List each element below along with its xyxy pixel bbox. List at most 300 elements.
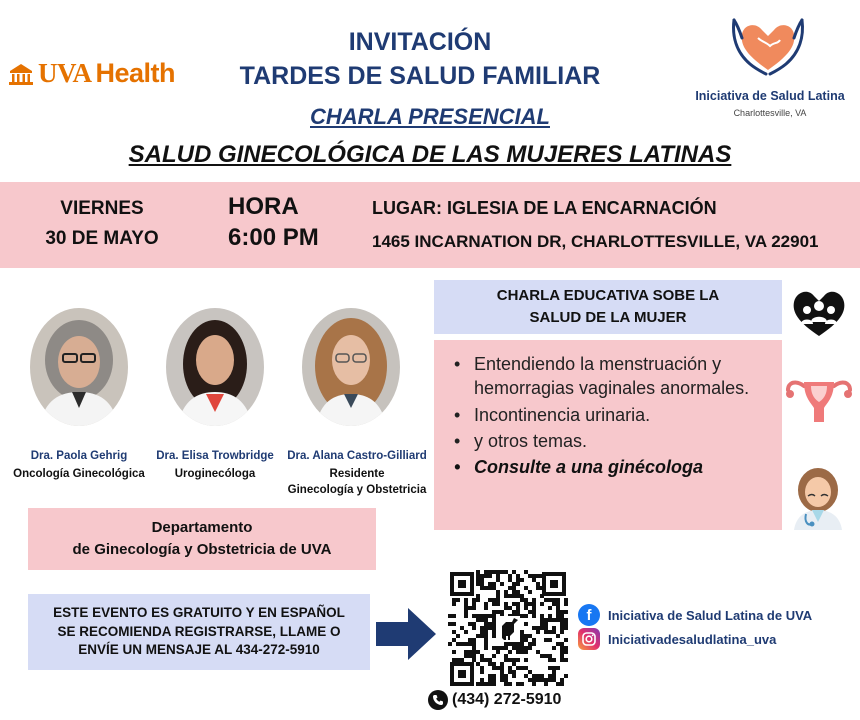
facebook-handle: Iniciativa de Salud Latina de UVA xyxy=(608,607,813,623)
qr-module xyxy=(448,622,452,626)
qr-module xyxy=(552,626,556,630)
qr-module xyxy=(560,614,564,618)
female-doctor-icon xyxy=(788,466,848,530)
qr-code[interactable] xyxy=(448,570,568,688)
qr-module xyxy=(452,598,456,602)
qr-module xyxy=(468,642,472,646)
qr-module xyxy=(512,646,516,650)
qr-module xyxy=(532,638,536,642)
qr-module xyxy=(476,618,480,622)
qr-module xyxy=(512,590,516,594)
qr-module xyxy=(540,654,544,658)
qr-module xyxy=(564,618,568,622)
qr-module xyxy=(488,682,492,686)
arrow-right-icon xyxy=(374,606,438,662)
speaker-photo-castro-gilliard xyxy=(302,308,400,426)
qr-module xyxy=(496,574,500,578)
qr-module xyxy=(448,642,452,646)
qr-module xyxy=(556,642,560,646)
qr-module xyxy=(504,646,508,650)
qr-module xyxy=(512,594,516,598)
qr-module xyxy=(544,598,548,602)
qr-module xyxy=(512,642,516,646)
qr-module xyxy=(564,650,568,654)
qr-module xyxy=(532,682,536,686)
uva-health-logo xyxy=(8,58,175,89)
qr-module xyxy=(488,622,492,626)
qr-module xyxy=(472,622,476,626)
qr-module xyxy=(544,622,548,626)
qr-module xyxy=(516,646,520,650)
registration-line3: ENVÍE UN MENSAJE AL 434-272-5910 xyxy=(78,642,320,658)
qr-module xyxy=(484,642,488,646)
qr-module xyxy=(552,618,556,622)
qr-module xyxy=(476,582,480,586)
qr-module xyxy=(464,642,468,646)
qr-module xyxy=(484,682,488,686)
uterus-icon xyxy=(784,372,854,424)
qr-module xyxy=(488,662,492,666)
qr-module xyxy=(544,618,548,622)
qr-module xyxy=(476,650,480,654)
qr-module xyxy=(480,666,484,670)
qr-module xyxy=(516,594,520,598)
qr-module xyxy=(452,638,456,642)
qr-module xyxy=(500,582,504,586)
qr-module xyxy=(476,594,480,598)
qr-module xyxy=(520,682,524,686)
phone-number: (434) 272-5910 xyxy=(452,691,562,708)
qr-module xyxy=(488,678,492,682)
qr-module xyxy=(476,682,480,686)
qr-module xyxy=(552,646,556,650)
qr-module xyxy=(472,650,476,654)
qr-module xyxy=(488,598,492,602)
qr-module xyxy=(516,582,520,586)
qr-module xyxy=(492,682,496,686)
qr-module xyxy=(452,630,456,634)
qr-module xyxy=(544,630,548,634)
instagram-handle: Iniciativadesaludlatina_uva xyxy=(608,631,777,647)
qr-module xyxy=(560,642,564,646)
time-label: HORA xyxy=(228,193,299,220)
qr-module xyxy=(520,666,524,670)
speaker-role-detail: Ginecología y Obstetricia xyxy=(287,484,427,496)
event-day: VIERNES xyxy=(60,198,144,219)
qr-module xyxy=(540,622,544,626)
qr-module xyxy=(528,646,532,650)
qr-module xyxy=(516,602,520,606)
qr-module xyxy=(544,682,548,686)
qr-module xyxy=(524,646,528,650)
qr-module xyxy=(548,678,552,682)
qr-module xyxy=(488,586,492,590)
qr-module xyxy=(532,678,536,682)
qr-module xyxy=(492,666,496,670)
qr-module xyxy=(468,638,472,642)
qr-module xyxy=(452,622,456,626)
qr-module xyxy=(512,610,516,614)
qr-module xyxy=(484,622,488,626)
qr-module xyxy=(492,622,496,626)
qr-module xyxy=(484,638,488,642)
qr-module xyxy=(532,674,536,678)
qr-module xyxy=(492,610,496,614)
qr-module xyxy=(552,658,556,662)
qr-module xyxy=(492,674,496,678)
qr-module xyxy=(500,666,504,670)
qr-module xyxy=(564,626,568,630)
qr-module xyxy=(480,630,484,634)
qr-module xyxy=(540,602,544,606)
qr-module xyxy=(476,574,480,578)
qr-module xyxy=(524,650,528,654)
qr-module xyxy=(504,654,508,658)
qr-module xyxy=(552,602,556,606)
qr-module xyxy=(556,602,560,606)
health-logo-text: Health xyxy=(95,58,176,88)
qr-module xyxy=(552,666,556,670)
qr-module xyxy=(532,602,536,606)
qr-module xyxy=(492,626,496,630)
qr-module xyxy=(516,658,520,662)
qr-module xyxy=(480,614,484,618)
facebook-link[interactable] xyxy=(578,604,812,626)
qr-module xyxy=(480,582,484,586)
qr-module xyxy=(512,602,516,606)
qr-module xyxy=(548,618,552,622)
qr-module xyxy=(532,578,536,582)
speaker-role: Oncología Ginecológica xyxy=(13,468,145,480)
qr-module xyxy=(552,674,556,678)
qr-module xyxy=(544,638,548,642)
qr-module xyxy=(560,658,564,662)
facebook-icon: f xyxy=(578,604,600,626)
qr-module xyxy=(532,574,536,578)
qr-module xyxy=(504,602,508,606)
qr-module xyxy=(464,614,468,618)
qr-module xyxy=(476,570,480,574)
qr-module xyxy=(512,662,516,666)
qr-module xyxy=(488,582,492,586)
speaker-photo-trowbridge xyxy=(166,308,264,426)
qr-module xyxy=(548,606,552,610)
qr-module xyxy=(512,586,516,590)
qr-module xyxy=(528,670,532,674)
topic-item: • y otros temas. xyxy=(452,429,777,453)
qr-module xyxy=(488,626,492,630)
qr-module xyxy=(508,670,512,674)
qr-module xyxy=(520,646,524,650)
speaker-role: Residente xyxy=(329,468,385,480)
topic-item: • Entendiendo la menstruación y hemorragias vaginales anormales. xyxy=(452,352,777,401)
qr-module xyxy=(464,650,468,654)
phone-contact[interactable] xyxy=(428,690,561,710)
qr-module xyxy=(548,674,552,678)
speaker-name: Dra. Elisa Trowbridge xyxy=(156,450,274,462)
qr-module xyxy=(448,614,452,618)
qr-module xyxy=(476,578,480,582)
qr-module xyxy=(480,626,484,630)
qr-module xyxy=(456,634,460,638)
qr-module xyxy=(524,606,528,610)
qr-module xyxy=(488,658,492,662)
qr-module xyxy=(504,674,508,678)
qr-module xyxy=(456,642,460,646)
qr-module xyxy=(472,606,476,610)
qr-module xyxy=(456,658,460,662)
qr-module xyxy=(484,602,488,606)
qr-module xyxy=(496,578,500,582)
qr-module xyxy=(452,602,456,606)
qr-module xyxy=(508,594,512,598)
qr-module xyxy=(464,654,468,658)
qr-module xyxy=(520,598,524,602)
qr-module xyxy=(548,658,552,662)
registration-line2: SE RECOMIENDA REGISTRARSE, LLAME O xyxy=(57,623,341,639)
qr-module xyxy=(480,678,484,682)
qr-module xyxy=(564,658,568,662)
qr-module xyxy=(524,622,528,626)
qr-module xyxy=(496,594,500,598)
qr-module xyxy=(504,590,508,594)
qr-module xyxy=(512,582,516,586)
qr-module xyxy=(520,594,524,598)
qr-module xyxy=(548,638,552,642)
qr-module xyxy=(484,570,488,574)
qr-module xyxy=(544,626,548,630)
qr-module xyxy=(548,666,552,670)
qr-module xyxy=(524,570,528,574)
qr-module xyxy=(464,630,468,634)
qr-module xyxy=(564,638,568,642)
speaker-name: Dra. Alana Castro-Gilliard xyxy=(287,450,427,462)
registration-line1: ESTE EVENTO ES GRATUITO Y EN ESPAÑOL xyxy=(53,604,345,620)
qr-module xyxy=(472,642,476,646)
qr-module xyxy=(488,570,492,574)
qr-module xyxy=(544,654,548,658)
qr-module xyxy=(512,670,516,674)
qr-module xyxy=(480,578,484,582)
qr-module xyxy=(484,586,488,590)
qr-module xyxy=(492,654,496,658)
qr-module xyxy=(484,626,488,630)
talk-heading-line2: SALUD DE LA MUJER xyxy=(529,309,687,326)
qr-module xyxy=(532,598,536,602)
qr-module xyxy=(524,586,528,590)
qr-module xyxy=(560,650,564,654)
qr-module xyxy=(492,630,496,634)
topic-item: • Incontinencia urinaria. xyxy=(452,403,777,427)
qr-module xyxy=(492,586,496,590)
qr-module xyxy=(548,654,552,658)
qr-module xyxy=(540,614,544,618)
qr-module xyxy=(492,614,496,618)
qr-module xyxy=(456,598,460,602)
qr-module xyxy=(560,618,564,622)
qr-module xyxy=(508,682,512,686)
qr-module xyxy=(528,590,532,594)
iniciativa-name: Iniciativa de Salud Latina xyxy=(695,89,845,103)
qr-module xyxy=(508,658,512,662)
qr-module xyxy=(492,570,496,574)
qr-module xyxy=(480,586,484,590)
phone-icon xyxy=(428,690,448,710)
qr-module xyxy=(500,678,504,682)
qr-module xyxy=(480,634,484,638)
qr-module xyxy=(556,610,560,614)
qr-module xyxy=(476,598,480,602)
qr-module xyxy=(520,642,524,646)
qr-module xyxy=(492,618,496,622)
qr-module xyxy=(480,654,484,658)
qr-module xyxy=(492,634,496,638)
qr-module xyxy=(464,606,468,610)
qr-module xyxy=(520,634,524,638)
invitation-title: INVITACIÓN xyxy=(348,28,492,56)
qr-module xyxy=(516,650,520,654)
qr-module xyxy=(492,646,496,650)
qr-module xyxy=(548,598,552,602)
qr-module xyxy=(560,622,564,626)
qr-module xyxy=(484,618,488,622)
qr-module xyxy=(536,586,540,590)
qr-module xyxy=(516,606,520,610)
qr-module xyxy=(540,626,544,630)
talk-heading-line1: CHARLA EDUCATIVA SOBE LA xyxy=(496,287,720,305)
department-line1: Departamento xyxy=(151,519,253,537)
qr-module xyxy=(484,606,488,610)
qr-module xyxy=(480,682,484,686)
qr-module xyxy=(560,646,564,650)
speaker-role: Uroginecóloga xyxy=(174,468,256,480)
qr-module xyxy=(560,654,564,658)
qr-module xyxy=(472,602,476,606)
qr-module xyxy=(452,614,456,618)
qr-module xyxy=(480,658,484,662)
qr-module xyxy=(536,582,540,586)
qr-module xyxy=(524,666,528,670)
qr-module xyxy=(496,666,500,670)
qr-module xyxy=(520,630,524,634)
qr-module xyxy=(548,614,552,618)
qr-module xyxy=(536,674,540,678)
qr-module xyxy=(556,614,560,618)
qr-module xyxy=(504,594,508,598)
qr-module xyxy=(472,598,476,602)
qr-module xyxy=(528,678,532,682)
instagram-link[interactable] xyxy=(578,628,776,650)
qr-module xyxy=(552,598,556,602)
qr-module xyxy=(512,570,516,574)
qr-module xyxy=(472,658,476,662)
uva-logo-text: UVA xyxy=(38,58,92,88)
qr-module xyxy=(560,682,564,686)
qr-module xyxy=(536,626,540,630)
qr-module xyxy=(484,646,488,650)
qr-module xyxy=(556,618,560,622)
qr-module xyxy=(536,650,540,654)
qr-module xyxy=(460,626,464,630)
qr-module xyxy=(508,666,512,670)
qr-module xyxy=(464,598,468,602)
qr-module xyxy=(472,626,476,630)
qr-module xyxy=(516,682,520,686)
qr-module xyxy=(560,626,564,630)
qr-module xyxy=(480,574,484,578)
qr-module xyxy=(500,670,504,674)
qr-module xyxy=(480,670,484,674)
qr-module xyxy=(504,682,508,686)
qr-module xyxy=(544,678,548,682)
event-series-title: TARDES DE SALUD FAMILIAR xyxy=(239,62,601,90)
qr-module xyxy=(484,658,488,662)
qr-module xyxy=(532,606,536,610)
qr-module xyxy=(472,654,476,658)
qr-module xyxy=(504,642,508,646)
department-line2: de Ginecología y Obstetricia de UVA xyxy=(72,541,332,558)
qr-module xyxy=(560,610,564,614)
qr-module xyxy=(512,658,516,662)
qr-module xyxy=(524,638,528,642)
qr-module xyxy=(508,586,512,590)
qr-module xyxy=(564,622,568,626)
qr-module xyxy=(524,598,528,602)
qr-module xyxy=(472,638,476,642)
talk-heading-box xyxy=(434,280,782,334)
event-time: 6:00 PM xyxy=(228,224,319,251)
qr-module xyxy=(460,642,464,646)
qr-module xyxy=(532,642,536,646)
qr-module xyxy=(468,654,472,658)
qr-module xyxy=(508,642,512,646)
topic-title: SALUD GINECOLÓGICA DE LAS MUJERES LATINAS xyxy=(128,141,732,168)
qr-module xyxy=(532,626,536,630)
event-address: 1465 INCARNATION DR, CHARLOTTESVILLE, VA 22901 xyxy=(372,232,819,251)
qr-module xyxy=(480,618,484,622)
qr-module xyxy=(564,602,568,606)
qr-module xyxy=(452,650,456,654)
qr-module xyxy=(520,578,524,582)
event-details-band xyxy=(0,182,860,268)
qr-module xyxy=(496,650,500,654)
qr-module xyxy=(496,590,500,594)
qr-module xyxy=(516,590,520,594)
speaker-photo-gehrig xyxy=(30,308,128,426)
qr-module xyxy=(564,598,568,602)
qr-module xyxy=(560,678,564,682)
qr-module xyxy=(564,610,568,614)
event-date: 30 DE MAYO xyxy=(45,228,159,249)
iniciativa-city: Charlottesville, VA xyxy=(733,108,807,118)
qr-module xyxy=(504,678,508,682)
qr-module xyxy=(496,570,500,574)
qr-module xyxy=(500,662,504,666)
qr-module xyxy=(540,674,544,678)
qr-module xyxy=(484,574,488,578)
qr-module xyxy=(476,662,480,666)
qr-module xyxy=(560,630,564,634)
qr-module xyxy=(492,662,496,666)
qr-module xyxy=(540,678,544,682)
qr-module xyxy=(500,674,504,678)
topics-list xyxy=(452,352,777,481)
qr-module xyxy=(524,674,528,678)
rotunda-icon xyxy=(8,63,34,85)
qr-module xyxy=(504,658,508,662)
qr-module xyxy=(524,614,528,618)
qr-module xyxy=(564,646,568,650)
